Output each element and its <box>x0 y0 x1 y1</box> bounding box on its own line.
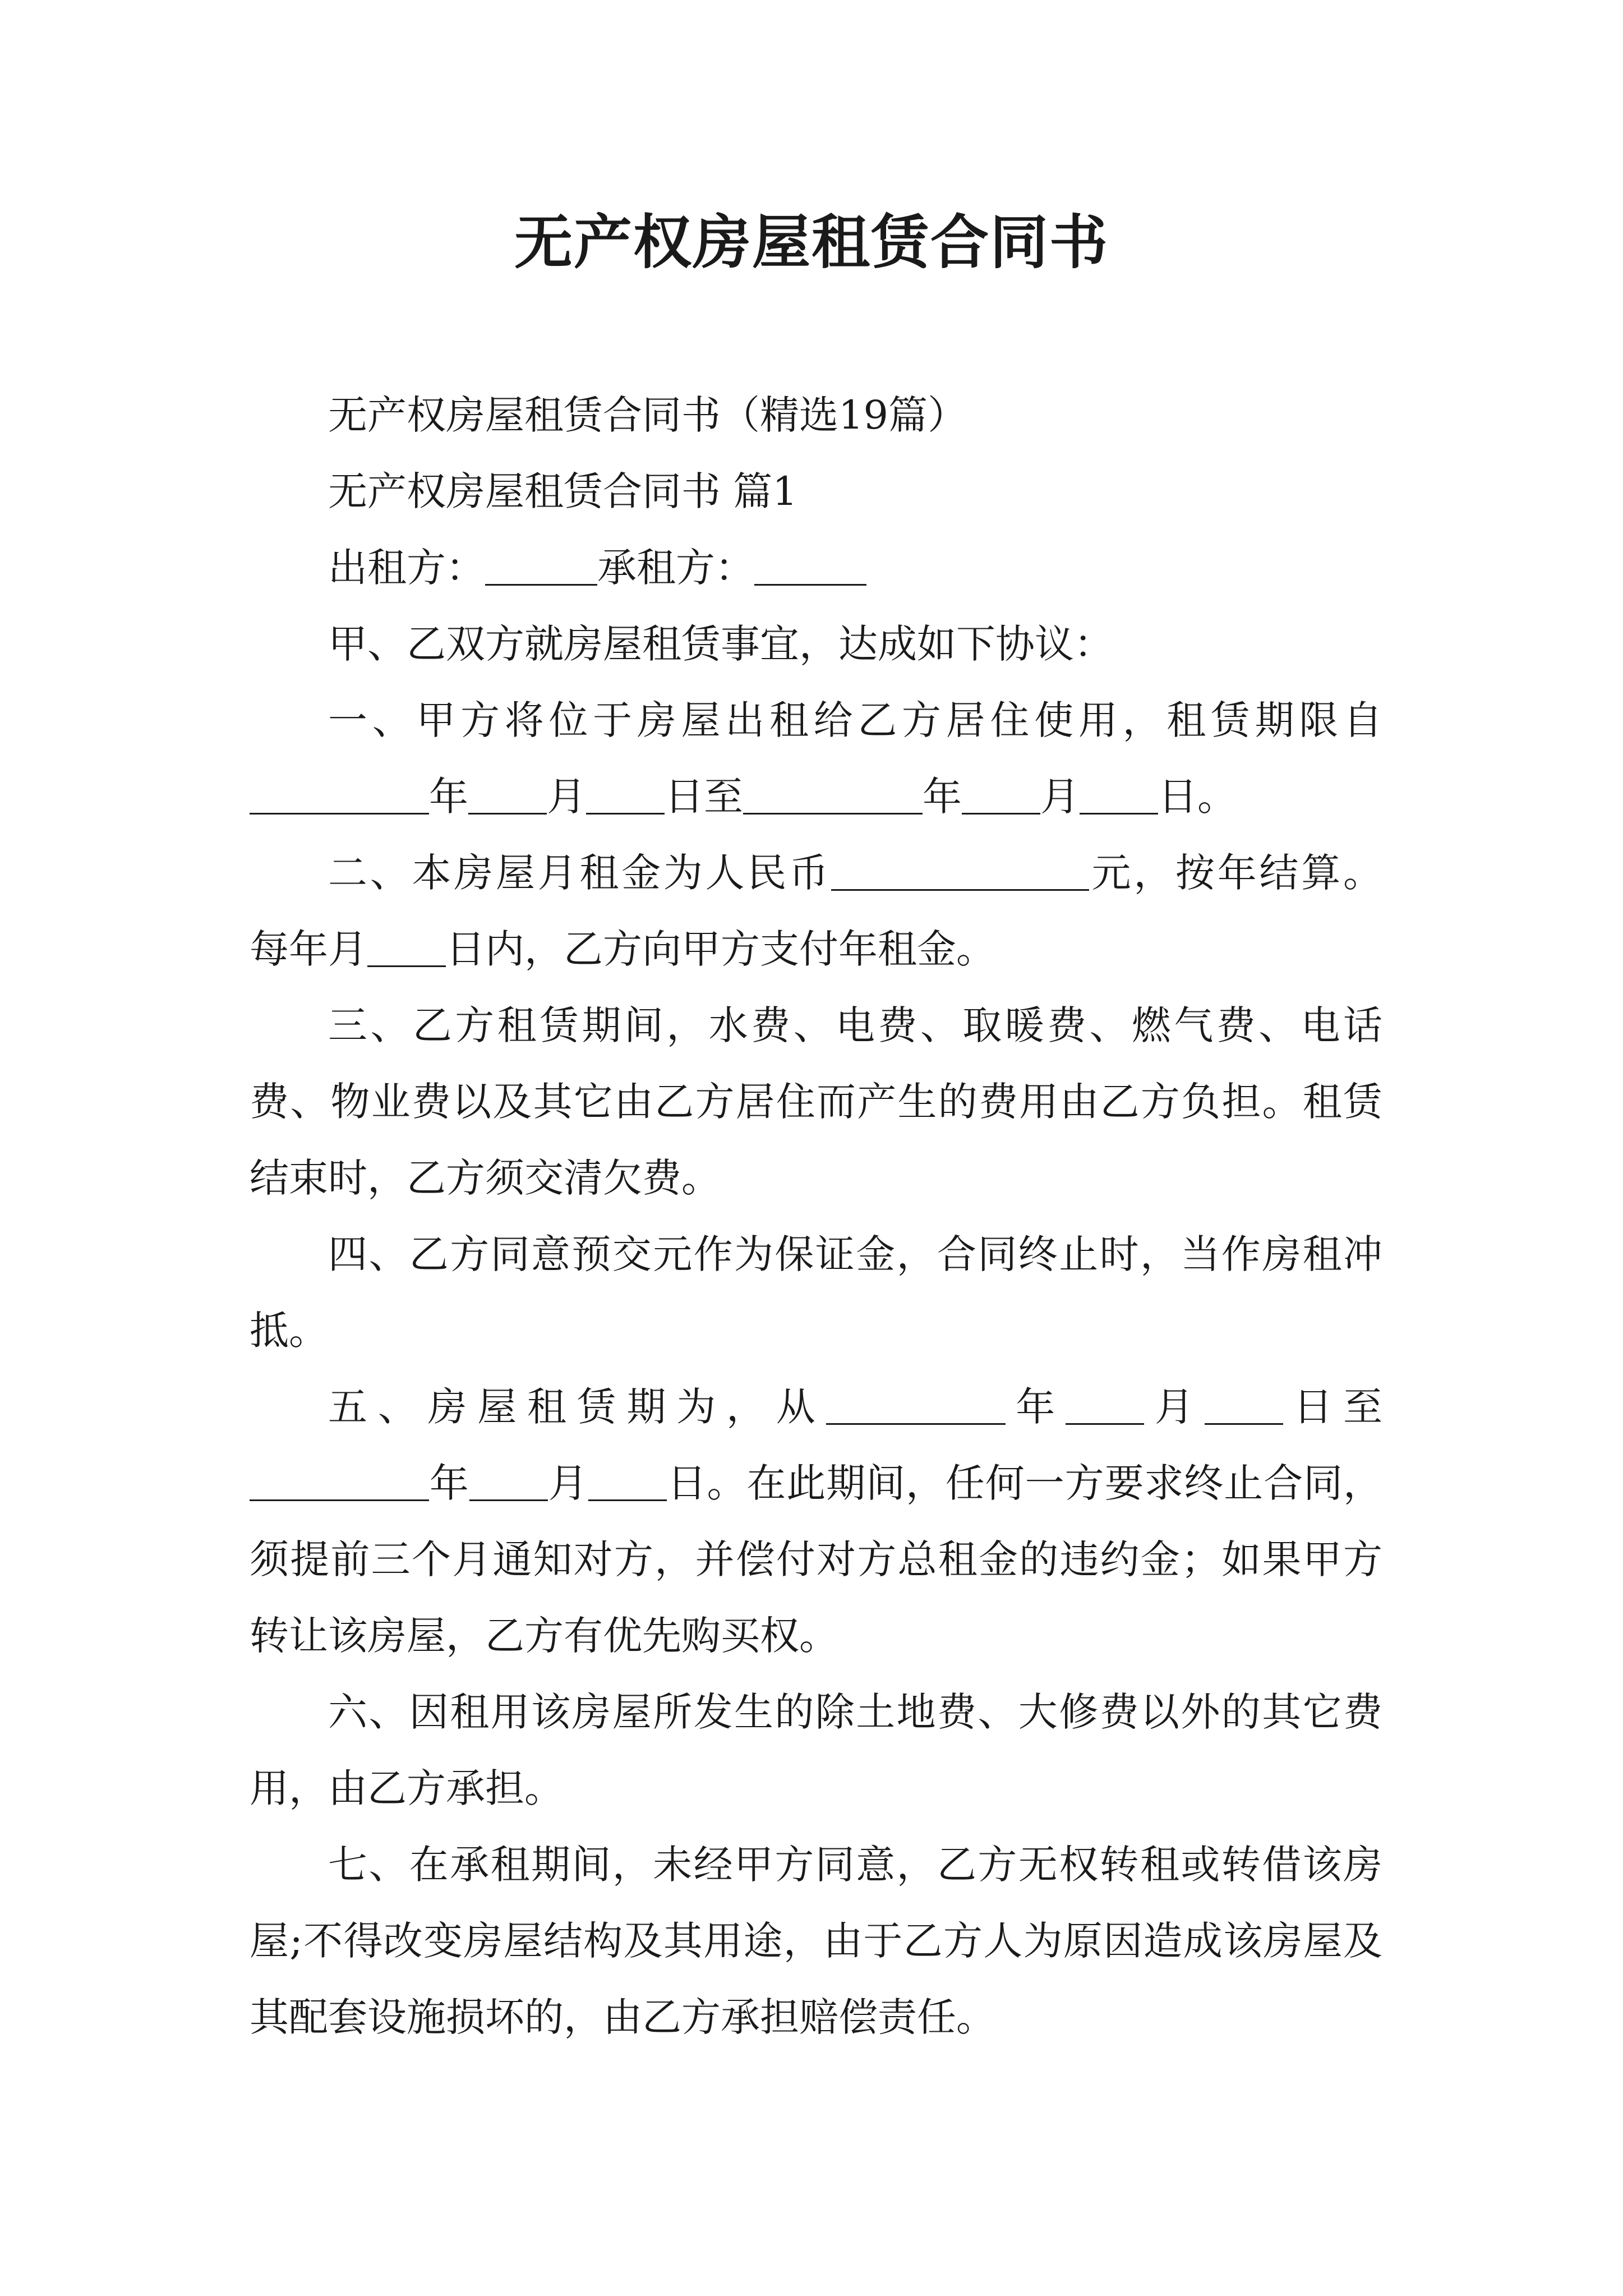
parties-line <box>250 530 1382 606</box>
clause-1-text: 一、甲方将位于房屋出租给乙方居住使用，租赁期限自 <box>328 697 1382 743</box>
clause-4: 四、乙方同意预交元作为保证金，合同终止时，当作房租冲抵。 <box>250 1231 1382 1354</box>
day-to-label: 日至 <box>1283 1384 1382 1430</box>
clause-2-text-after: 元，按年结算。 <box>1089 850 1383 896</box>
lessor-label: 出租方： <box>328 545 485 591</box>
year-label: 年 <box>429 774 468 820</box>
lessee-label: 承租方： <box>597 545 754 591</box>
rent-amount-blank <box>831 852 1089 891</box>
clause-1-dates <box>250 758 1382 835</box>
lessor-blank <box>485 547 597 586</box>
start-month-blank <box>468 776 547 815</box>
year-label: 年 <box>923 774 962 820</box>
end-day-blank <box>1080 776 1158 815</box>
year-label: 年 <box>429 1460 469 1506</box>
clause-2-payment <box>250 911 1382 987</box>
clause-5-continued <box>250 1445 1382 1674</box>
month-label: 月 <box>547 774 586 820</box>
payment-day-blank <box>367 928 446 968</box>
month-label: 月 <box>547 1460 588 1506</box>
clause-6: 六、因租用该房屋所发生的除土地费、大修费以外的其它费用，由乙方承担。 <box>250 1689 1382 1811</box>
clause-3: 三、乙方租赁期间，水费、电费、取暖费、燃气费、电话费、物业费以及其它由乙方居住而产生的费用由乙方负担。租赁结束时，乙方须交清欠费。 <box>250 1002 1382 1201</box>
document-body <box>250 377 1382 2055</box>
end-month-blank <box>962 776 1040 815</box>
clause-2-text: 二、本房屋月租金为人民币 <box>328 850 831 896</box>
clause-2-line2-end: 日内，乙方向甲方支付年租金。 <box>446 926 995 972</box>
term-start-day-blank <box>1205 1386 1283 1425</box>
day-to-label: 日至 <box>665 774 743 820</box>
lessee-blank <box>754 547 866 586</box>
clause-7: 七、在承租期间，未经甲方同意，乙方无权转租或转借该房屋;不得改变房屋结构及其用途，由于乙方人为原因造成该房屋及其配套设施损坏的，由乙方承担赔偿责任。 <box>250 1842 1382 2040</box>
section-heading: 无产权房屋租赁合同书 篇1 <box>328 468 797 514</box>
clause-1 <box>250 682 1382 758</box>
day-end-label: 日。 <box>1158 774 1237 820</box>
clause-5-end-text: 日。在此期间，任何一方要求终止合同，须提前三个月通知对方，并偿付对方总租金的违约金；如果甲方转让该房屋，乙方有优先购买权。 <box>250 1460 1383 1659</box>
clause-2 <box>250 835 1382 911</box>
term-start-month-blank <box>1066 1386 1144 1425</box>
year-label: 年 <box>1005 1384 1066 1430</box>
month-label: 月 <box>1144 1384 1205 1430</box>
start-day-blank <box>586 776 665 815</box>
month-label: 月 <box>1040 774 1080 820</box>
term-start-year-blank <box>826 1386 1006 1425</box>
term-end-year-blank <box>250 1462 429 1502</box>
term-end-day-blank <box>588 1462 667 1502</box>
clause-5-text: 五、房屋租赁期为，从 <box>328 1384 826 1430</box>
clause-5 <box>250 1369 1382 1445</box>
document-title: 无产权房屋租赁合同书 <box>514 208 1109 277</box>
end-year-blank <box>743 776 923 815</box>
start-year-blank <box>250 776 429 815</box>
document-subtitle: 无产权房屋租赁合同书（精选19篇） <box>328 392 967 438</box>
term-end-month-blank <box>469 1462 548 1502</box>
clause-2-line2-start: 每年月 <box>250 926 367 972</box>
intro-paragraph: 甲、乙双方就房屋租赁事宜，达成如下协议： <box>328 621 1113 667</box>
